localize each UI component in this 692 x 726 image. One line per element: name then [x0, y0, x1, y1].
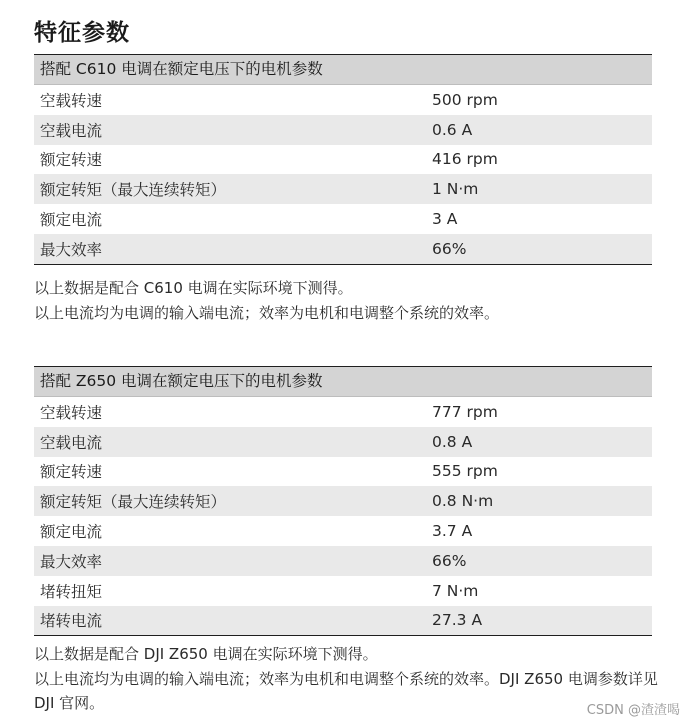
table-row — [34, 174, 652, 204]
param-label: 堵转扭矩 — [40, 582, 103, 601]
param-value: 0.8 N·m — [432, 492, 494, 511]
table-row — [34, 204, 652, 234]
param-label: 额定电流 — [40, 523, 103, 542]
table-row — [34, 234, 652, 264]
param-label: 空载电流 — [40, 433, 103, 452]
note-line: 以上电流均为电调的输入端电流；效率为电机和电调整个系统的效率。 — [34, 303, 500, 322]
param-label: 空载转速 — [40, 91, 103, 110]
table1-notes — [34, 276, 664, 325]
page-title: 特征参数 — [34, 20, 130, 46]
table2-notes — [34, 642, 664, 716]
watermark: CSDN @渣渣喝 — [586, 703, 680, 718]
param-value: 3.7 A — [432, 522, 473, 541]
param-value: 27.3 A — [432, 611, 483, 630]
table-row — [34, 457, 652, 487]
table-header: 搭配 Z650 电调在额定电压下的电机参数 — [34, 367, 652, 397]
note-line: 以上数据是配合 C610 电调在实际环境下测得。 — [34, 279, 353, 297]
param-value: 7 N·m — [432, 581, 479, 600]
table-row — [34, 606, 652, 636]
note-line: 以上电流均为电调的输入端电流；效率为电机和电调整个系统的效率。DJI Z650 电调参数详见 DJI 官网。 — [34, 669, 658, 712]
param-label: 额定转矩（最大连续转矩） — [40, 493, 227, 512]
param-value: 0.8 A — [432, 432, 473, 451]
note-line: 以上数据是配合 DJI Z650 电调在实际环境下测得。 — [34, 645, 378, 663]
param-label: 最大效率 — [40, 240, 103, 259]
param-label: 额定转速 — [40, 151, 103, 170]
table-row — [34, 516, 652, 546]
table-row — [34, 145, 652, 175]
motor-params-table-c610 — [34, 54, 652, 265]
motor-params-table-z650 — [34, 366, 652, 636]
param-value: 416 rpm — [432, 150, 498, 169]
table-row — [34, 115, 652, 145]
param-label: 额定电流 — [40, 211, 103, 230]
param-label: 空载转速 — [40, 403, 103, 422]
table-row — [34, 546, 652, 576]
param-value: 66% — [432, 551, 467, 570]
param-label: 额定转矩（最大连续转矩） — [40, 181, 227, 200]
param-value: 777 rpm — [432, 402, 498, 421]
table-row — [34, 427, 652, 457]
param-label: 额定转速 — [40, 463, 103, 482]
table-row — [34, 576, 652, 606]
param-value: 500 rpm — [432, 90, 498, 109]
table-row — [34, 397, 652, 427]
param-value: 66% — [432, 239, 467, 258]
param-value: 0.6 A — [432, 120, 473, 139]
param-value: 3 A — [432, 210, 458, 229]
param-label: 空载电流 — [40, 121, 103, 140]
param-value: 555 rpm — [432, 462, 498, 481]
param-label: 最大效率 — [40, 552, 103, 571]
param-label: 堵转电流 — [40, 612, 103, 631]
table-header: 搭配 C610 电调在额定电压下的电机参数 — [34, 55, 652, 85]
param-value: 1 N·m — [432, 180, 479, 199]
table-row — [34, 486, 652, 516]
table-row — [34, 85, 652, 115]
